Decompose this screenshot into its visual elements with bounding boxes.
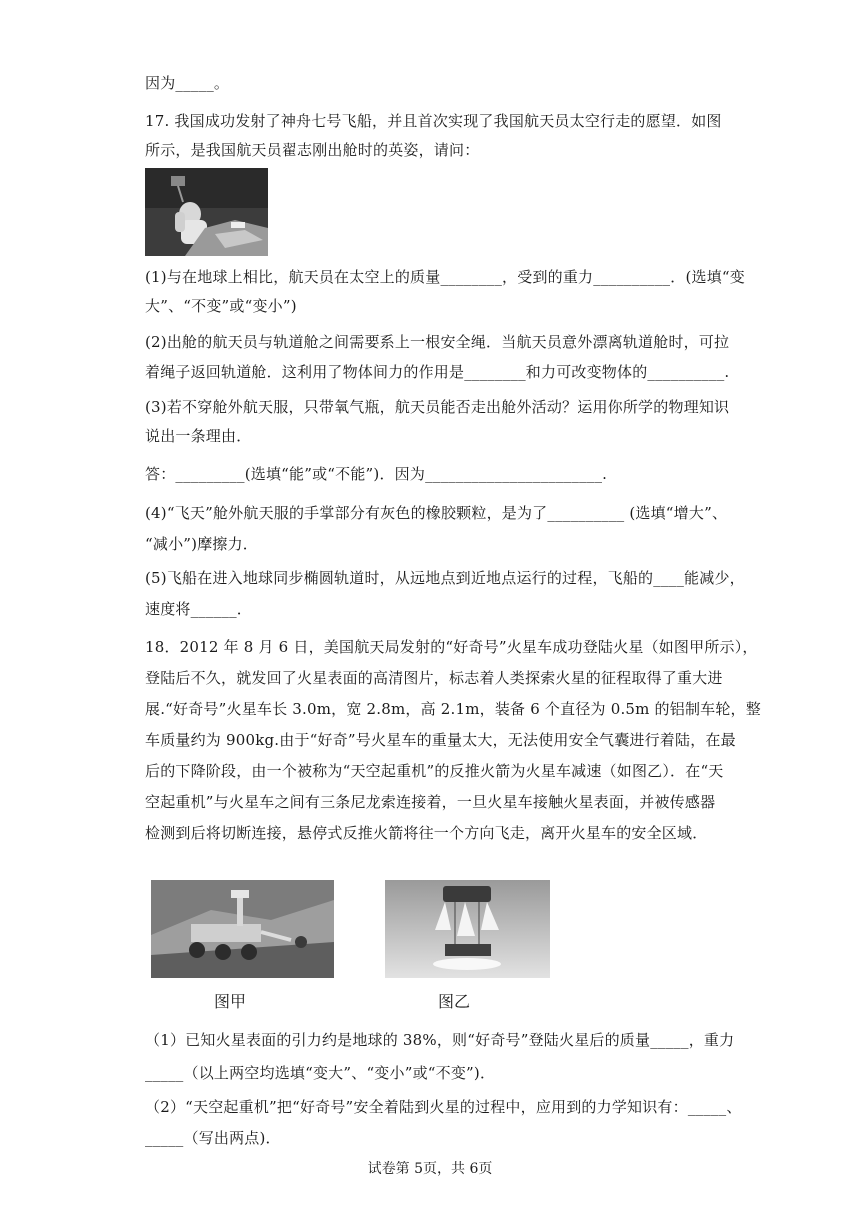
text-line: 展.“好奇号”火星车长 3.0m，宽 2.8m，高 2.1m，装备 6 个直径为 0.5m 的铝制车轮，整 xyxy=(145,700,761,718)
text-line: 大”、“不变”或“变小”) xyxy=(145,297,297,315)
text-line: 车质量约为 900kg.由于“好奇”号火星车的重量太大，无法使用安全气囊进行着陆，在最 xyxy=(145,731,736,749)
text-line: (4)“飞天”舱外航天服的手掌部分有灰色的橡胶颗粒，是为了__________ (选填“增大”、 xyxy=(145,504,728,522)
text-line: 所示，是我国航天员翟志刚出舱时的英姿，请问： xyxy=(145,141,480,159)
text-line: _____（以上两空均选填“变大”、“变小”或“不变”)． xyxy=(145,1064,496,1082)
figure-a-caption: 图甲 xyxy=(214,992,247,1011)
rover-photo xyxy=(151,880,334,978)
question-17-line: 17. 我国成功发射了神舟七号飞船，并且首次实现了我国航天员太空行走的愿望．如图 xyxy=(145,112,722,130)
text-line: (3)若不穿舱外航天服，只带氧气瓶，航天员能否走出舱外活动？运用你所学的物理知识 xyxy=(145,398,730,416)
text-line: (5)飞船在进入地球同步椭圆轨道时，从远地点到近地点运行的过程，飞船的____能减少， xyxy=(145,569,745,587)
text-line: 因为_____。 xyxy=(145,74,230,92)
text-line: 登陆后不久，就发回了火星表面的高清图片，标志着人类探索火星的征程取得了重大进 xyxy=(145,669,723,687)
figure-b-caption: 图乙 xyxy=(438,992,471,1011)
text-line: （1）已知火星表面的引力约是地球的 38%，则“好奇号”登陆火星后的质量_____，重力 xyxy=(145,1031,735,1049)
text-line: _____（写出两点)． xyxy=(145,1129,281,1147)
text-line: （2）“天空起重机”把“好奇号”安全着陆到火星的过程中，应用到的力学知识有：_____、 xyxy=(145,1098,742,1116)
text-line: “减小”)摩擦力． xyxy=(145,535,258,553)
text-line: 检测到后将切断连接，悬停式反推火箭将往一个方向飞走，离开火星车的安全区域． xyxy=(145,824,708,842)
text-line: 说出一条理由． xyxy=(145,427,252,445)
text-line: 空起重机”与火星车之间有三条尼龙索连接着，一旦火星车接触火星表面，并被传感器 xyxy=(145,793,716,811)
text-line: 后的下降阶段，由一个被称为“天空起重机”的反推火箭为火星车减速（如图乙）．在“天 xyxy=(145,762,724,780)
text-line: 答：_________(选填“能”或“不能”)．因为_______________________. xyxy=(145,465,608,483)
text-line: 着绳子返回轨道舱．这利用了物体间力的作用是________和力可改变物体的__________. xyxy=(145,363,730,381)
text-line: 速度将______． xyxy=(145,600,253,618)
question-18-line: 18．2012 年 8 月 6 日，美国航天局发射的“好奇号”火星车成功登陆火星（如图甲所示）， xyxy=(145,638,758,656)
text-line: (2)出舱的航天员与轨道舱之间需要系上一根安全绳．当航天员意外漂离轨道舱时，可拉 xyxy=(145,333,730,351)
text-line: (1)与在地球上相比，航天员在太空上的质量________，受到的重力__________．(选填“变 xyxy=(145,268,745,286)
sky-crane-photo xyxy=(385,880,550,978)
astronaut-photo xyxy=(145,168,268,256)
page-footer: 试卷第 5页，共 6页 xyxy=(367,1161,493,1177)
